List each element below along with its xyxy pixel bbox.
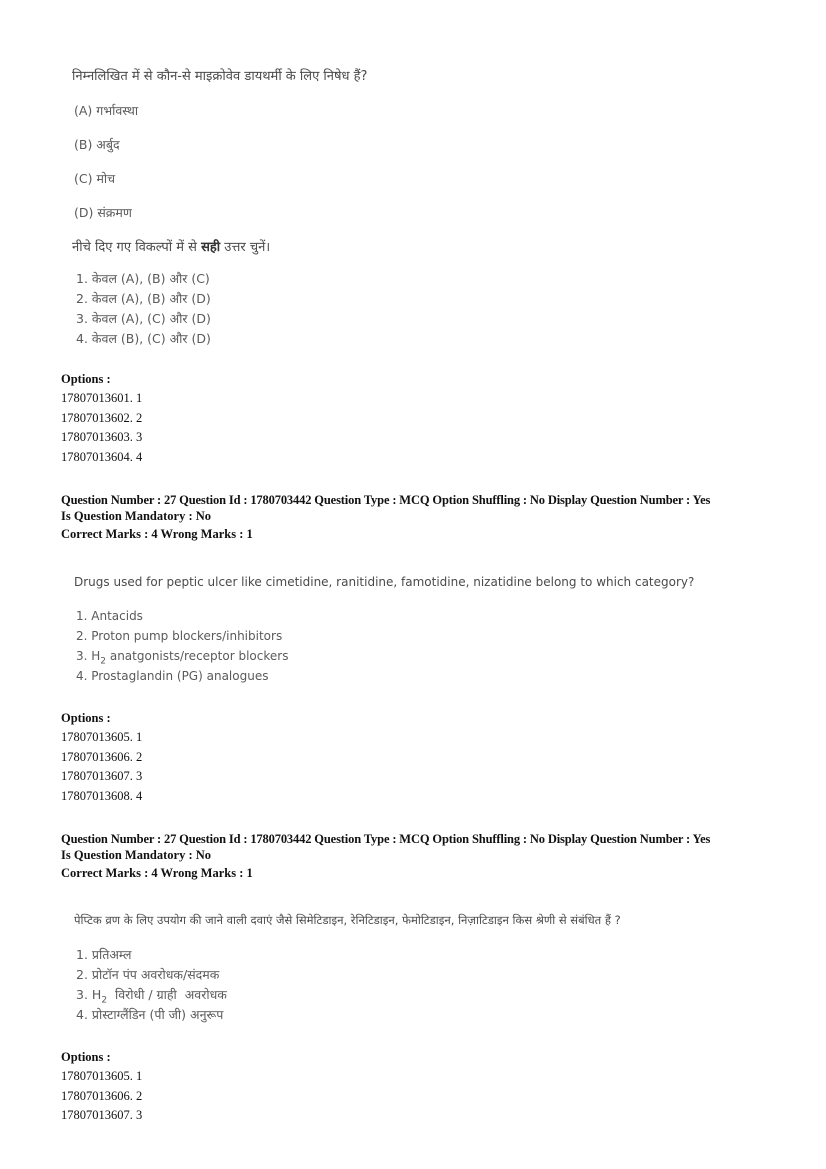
choice-1: 1. प्रतिअम्ल: [76, 947, 132, 962]
option-id-1: 17807013601. 1: [61, 391, 143, 405]
question-meta-line1: Question Number : 27 Question Id : 1780703442 Question Type : MCQ Option Shuffling : No Display Question Number : Yes: [61, 493, 711, 507]
choice-3: 3. केवल (A), (C) और (D): [76, 311, 211, 326]
question-meta-line1: Question Number : 27 Question Id : 1780703442 Question Type : MCQ Option Shuffling : No Display Question Number : Yes: [61, 832, 711, 846]
statement-a: (A) गर्भावस्था: [74, 103, 139, 118]
question-text: निम्नलिखित में से कौन-से माइक्रोवेव डायथर्मी के लिए निषेध हैं?: [72, 69, 368, 84]
option-id-4: 17807013608. 4: [61, 789, 143, 803]
choice-3: [76, 986, 227, 1006]
instruction-pre: नीचे दिए गए विकल्पों में से: [72, 240, 202, 255]
instruction-bold: सही: [201, 240, 221, 255]
option-id-2: 17807013606. 2: [61, 1089, 143, 1103]
question-meta-line3: Correct Marks : 4 Wrong Marks : 1: [61, 527, 253, 541]
choice-3-sub: 2: [101, 995, 108, 1006]
option-id-3: 17807013607. 3: [61, 1108, 143, 1122]
option-id-2: 17807013602. 2: [61, 411, 143, 425]
question-image-1: [72, 62, 772, 352]
choice-3: [76, 649, 288, 666]
choice-3-sub: 2: [100, 656, 107, 667]
choice-1: 1. केवल (A), (B) और (C): [76, 271, 210, 286]
choice-3-pre: 3. H: [76, 987, 102, 1002]
choice-2: 2. Proton pump blockers/inhibitors: [76, 629, 283, 643]
question-image-3: [72, 910, 772, 1030]
question-text: Drugs used for peptic ulcer like cimetidine, ranitidine, famotidine, nizatidine belong to which category?: [74, 575, 695, 589]
options-label: Options :: [61, 1050, 111, 1064]
options-label: Options :: [61, 372, 111, 386]
statement-d: (D) संक्रमण: [74, 205, 132, 220]
option-id-4: 17807013604. 4: [61, 450, 143, 464]
option-id-3: 17807013603. 3: [61, 430, 143, 444]
choice-4: 4. केवल (B), (C) और (D): [76, 331, 211, 346]
options-label: Options :: [61, 711, 111, 725]
choice-2: 2. प्रोटॉन पंप अवरोधक/संदमक: [76, 967, 220, 982]
question-meta-line2: Is Question Mandatory : No: [61, 848, 212, 862]
statement-b: (B) अर्बुद: [74, 137, 120, 152]
option-id-1: 17807013605. 1: [61, 730, 143, 744]
instruction-post: उत्तर चुनें।: [220, 240, 271, 255]
choice-1: 1. Antacids: [76, 609, 143, 623]
option-id-1: 17807013605. 1: [61, 1069, 143, 1083]
choice-3-pre: 3. H: [76, 649, 101, 663]
choice-3-post: विरोधी / ग्राही अवरोधक: [107, 987, 227, 1002]
question-meta-line2: Is Question Mandatory : No: [61, 509, 212, 523]
choice-4: 4. प्रोस्टाग्लैंडिन (पी जी) अनुरूप: [76, 1007, 224, 1022]
option-id-2: 17807013606. 2: [61, 750, 143, 764]
option-id-3: 17807013607. 3: [61, 769, 143, 783]
choice-3-post: anatgonists/receptor blockers: [106, 649, 289, 663]
choice-4: 4. Prostaglandin (PG) analogues: [76, 669, 269, 683]
question-text: पेप्टिक व्रण के लिए उपयोग की जाने वाली दवाएं जैसे सिमेटिडाइन, रेनिटिडाइन, फेमोटिडाइन, निज़ाटिडाइन किस श्रेणी से संबंधित हैं ?: [74, 913, 621, 927]
question-image-2: [72, 572, 772, 692]
statement-c: (C) मोच: [74, 171, 116, 186]
choice-2: 2. केवल (A), (B) और (D): [76, 291, 211, 306]
question-meta-line3: Correct Marks : 4 Wrong Marks : 1: [61, 866, 253, 880]
instruction-text: [72, 237, 270, 255]
